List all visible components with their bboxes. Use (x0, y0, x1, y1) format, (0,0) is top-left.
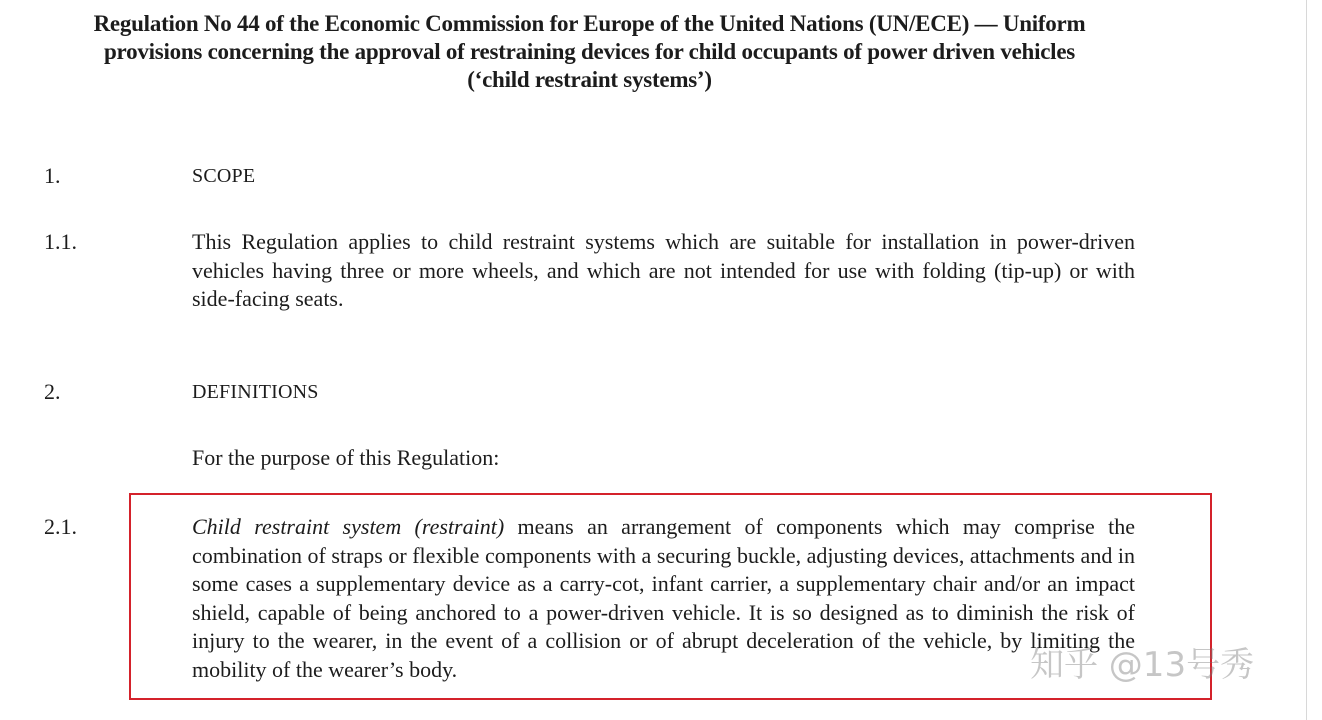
watermark: 知乎 @13号秀 (1030, 645, 1255, 685)
page-edge-divider (1306, 0, 1307, 720)
definitions-intro: For the purpose of this Regulation: (192, 445, 500, 470)
definition-body: means an arrangement of components which may comprise the combination of straps or flexible components with a securing buckle, adjusting devices, attachments and in some cases a supplementary device as a carry-cot, infant carrier, a supplementary chair and/or an impact shield, capable of being anchored to a power-driven vehicle. It is so designed as to diminish the risk of injury to the wearer, in the event of a collision or of abrupt deceleration of the vehicle, by limiting the mobility of the wearer’s body. (192, 514, 1135, 682)
clause-text-1-1: This Regulation applies to child restraint systems which are suitable for installation in power-driven vehicles having three or more wheels, and which are not intended for use with folding (tip-up) or with side-facing seats. (192, 229, 1135, 311)
section-number-scope: 1. (44, 163, 61, 188)
title-line-2: provisions concerning the approval of restraining devices for child occupants of power driven vehicles (104, 39, 1075, 64)
clause-number-1-1: 1.1. (44, 229, 77, 254)
section-heading-definitions: DEFINITIONS (192, 381, 319, 403)
section-number-definitions: 2. (44, 379, 61, 404)
defined-term: Child restraint system (restraint) (192, 514, 505, 539)
document-title (44, 10, 1135, 94)
title-line-3: (‘child restraint systems’) (467, 67, 712, 92)
clause-number-2-1: 2.1. (44, 514, 77, 539)
section-heading-scope: SCOPE (192, 165, 256, 187)
title-line-1: Regulation No 44 of the Economic Commission for Europe of the United Nations (UN/ECE) — Uniform (93, 11, 1086, 36)
